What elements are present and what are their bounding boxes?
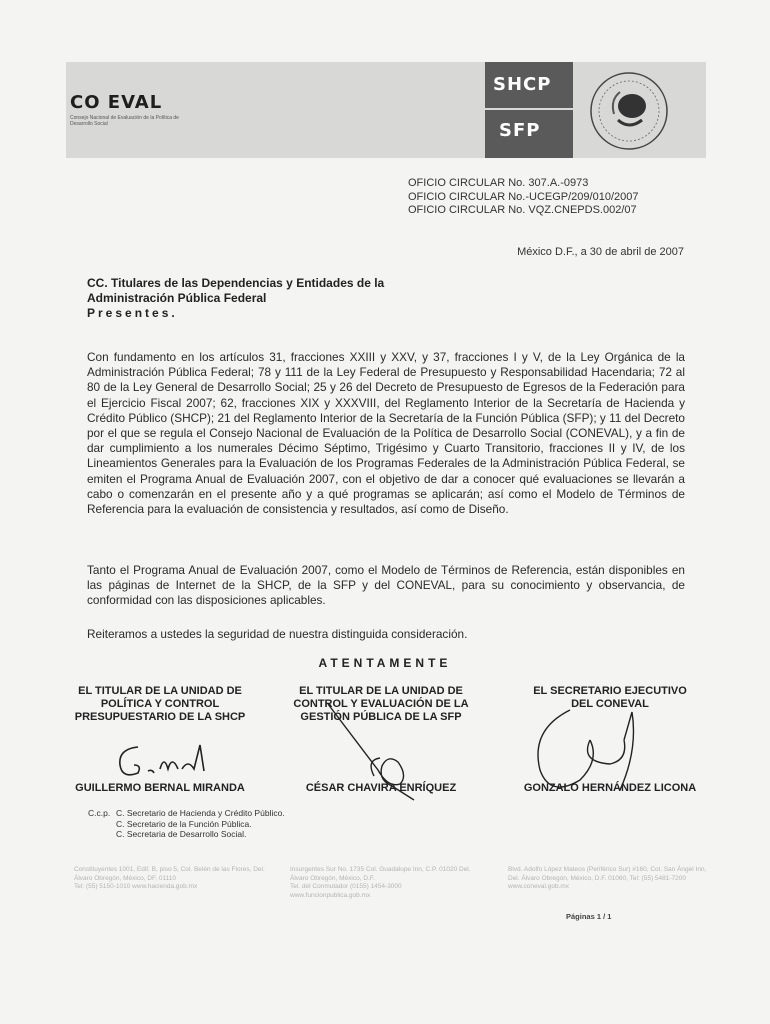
coneval-subtitle: Consejo Nacional de Evaluación de la Política de Desarrollo Social (70, 115, 179, 127)
recipient-greeting: Presentes. (87, 306, 178, 320)
signer-title-line: CONTROL Y EVALUACIÓN DE LA (293, 698, 469, 710)
body-paragraph: Tanto el Programa Anual de Evaluación 2007, como el Modelo de Términos de Referencia, están disponibles en las páginas de Internet de la SHCP, de la SFP y del CONEVAL, para su conocimiento y observancia, de conformidad con las disposiciones aplicables. (87, 563, 685, 608)
signer-name: CÉSAR CHAVIRA ENRÍQUEZ (305, 782, 457, 794)
brand-divider (485, 108, 573, 110)
signer-title-line: DEL CONEVAL (571, 698, 649, 710)
reference-line: OFICIO CIRCULAR No.-UCEGP/209/010/2007 (408, 190, 639, 203)
footer-address (290, 866, 490, 900)
shcp-label: SHCP (493, 74, 552, 95)
footer-address (508, 866, 708, 892)
signer-name: GUILLERMO BERNAL MIRANDA (75, 782, 245, 794)
letter-date: México D.F., a 30 de abril de 2007 (517, 246, 684, 258)
footer-line: Insurgentes Sur No. 1735 Col. Guadalupe Inn, C.P. 01020 Del. Álvaro Obregón, México, D.F. (290, 866, 471, 882)
footer-line: Tel: (55) 5150-1010 www.hacienda.gob.mx (74, 883, 198, 890)
signer-title (60, 685, 260, 724)
shcp-sfp-logo (485, 62, 573, 158)
sfp-label: SFP (499, 120, 541, 141)
signer-title-line: EL SECRETARIO EJECUTIVO (533, 685, 687, 697)
reference-line: OFICIO CIRCULAR No. 307.A.-0973 (408, 177, 589, 189)
page-number: Páginas 1 / 1 (566, 912, 612, 921)
footer-line: Tel. del Conmutador (0155) 1454-3000 (290, 883, 402, 890)
signature-icon (108, 735, 228, 785)
ccp-item: C. Secretario de la Función Pública. (116, 818, 252, 829)
closing: ATENTAMENTE (318, 656, 452, 670)
signer-name: GONZALO HERNÁNDEZ LICONA (523, 782, 697, 794)
body-paragraph: Con fundamento en los artículos 31, fracciones XXIII y XXV, y 37, fracciones I y V, de la Ley Orgánica de la Administración Pública Federal; 78 y 111 de la Ley Federal de Presupuesto y Responsabilidad Hacendaria; 72 al 80 de la Ley General de Desarrollo Social; 25 y 26 del Decreto de Presupuesto de Egresos de la Federación para el Ejercicio Fiscal 2007; 62, fracciones XIX y XXXVIII, del Reglamento Interior de la Secretaría de Hacienda y Crédito Público (SHCP); 21 del Reglamento Interior de la Secretaría de la Función Pública (SFP); y 11 del Decreto por el que se regula el Consejo Nacional de Evaluación de la Política de Desarrollo Social (CONEVAL), y a fin de dar cumplimiento a los numerales Décimo Séptimo, Trigésimo y Cuarto Transitorio, fracciones II y IV, de los Lineamientos Generales para la Evaluación de los Programas Federales de la Administración Pública Federal, se emiten el Programa Anual de Evaluación 2007, con el objetivo de dar a conocer qué evaluaciones se llevarán a cabo o comenzarán en el presente año y a qué programas se aplicarán; así como el Modelo de Términos de Referencia para la evaluación de consistencia y resultados, así como de Diseño. (87, 350, 685, 517)
ccp-list (116, 808, 285, 840)
body-paragraph: Reiteramos a ustedes la seguridad de nuestra distinguida consideración. (87, 627, 468, 641)
reference-numbers (408, 177, 638, 218)
signer-title-line: PRESUPUESTARIO DE LA SHCP (74, 711, 246, 723)
reference-line: OFICIO CIRCULAR No. VQZ.CNEPDS.002/07 (408, 204, 637, 216)
coneval-name: CO EVAL (70, 92, 163, 113)
footer-line: www.coneval.gob.mx (508, 883, 570, 890)
ccp-label: C.c.p. (88, 808, 111, 818)
signer-title-line: EL TITULAR DE LA UNIDAD DE (299, 685, 463, 697)
ccp-item: C. Secretaria de Desarrollo Social. (116, 829, 247, 839)
footer-address (74, 866, 274, 892)
recipient-line: CC. Titulares de las Dependencias y Entidades de la (87, 276, 385, 290)
coneval-logo (70, 92, 190, 127)
signer-title-line: EL TITULAR DE LA UNIDAD DE (78, 685, 242, 697)
footer-line: Blvd. Adolfo López Mateos (Periférico Sur) #160, Col. San Ángel Inn, Del. Álvaro Obregón, México, D.F. 01060, Tel: (55) 5481-7200 (508, 866, 707, 882)
signer-title-line: GESTIÓN PÚBLICA DE LA SFP (300, 711, 462, 723)
signer-title-line: POLÍTICA Y CONTROL (100, 698, 220, 710)
recipient-block (87, 276, 384, 321)
ccp-item: C. Secretario de Hacienda y Crédito Público. (116, 808, 285, 818)
recipient-line: Administración Pública Federal (87, 291, 267, 305)
footer-line: Constituyentes 1001, Edif. B, piso 5, Col. Belén de las Flores, Del. Álvaro Obregón, México, DF, 01110 (74, 866, 265, 882)
mexico-seal-icon (588, 70, 670, 152)
footer-line: www.funcionpublica.gob.mx (290, 891, 371, 899)
